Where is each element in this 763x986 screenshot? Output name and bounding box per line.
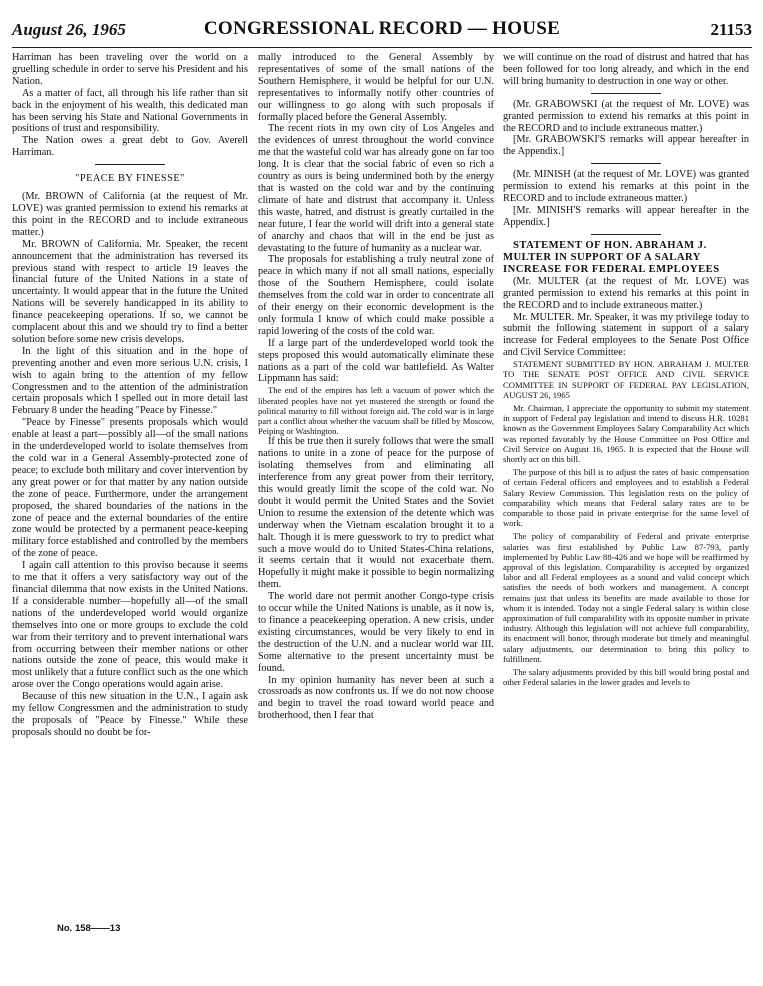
paragraph: I again call attention to this proviso because it seems to me that it offers a very satisfactory way out of the financial dilemma that now exists in the United Nations. If a considerable number—hopefully all—of the small nations of the underdeveloped world would organize themselves into one or more groups to exclude the cold war from their territory and to prevent international wars from occurring between their member nations or other nations outside the zone of peace, this would make it most unlikely that a future conflict such as the one which arose over the Congo operations would again arise.: [12, 560, 248, 691]
paragraph: Mr. MULTER. Mr. Speaker, it was my privilege today to submit the following statement in support of a salary increase for Federal employees to the Senate Post Office and Civil Service Committee:: [503, 311, 749, 359]
paragraph: The policy of comparability of Federal and private enterprise salaries was first established by Public Law 87-793, partly implemented by Public Law 88-426 and we hope will be reaffirmed by approval of this legislation. Comparability is accepted by organized labor and all Federal employees as a sound and valid concept which satisfies the needs of both workers and management. A concept remains just that unless its benefits are made available to those for whom it is intended. Today not a single Federal salary is within close approximation of full comparability with its opposite number in private industry. Although this legislation will not achieve full comparability, its enactment will honor, through moderate but timely and meaningful salary adjustments, our determination to bring this policy to fulfillment.: [503, 531, 749, 664]
paragraph: Because of this new situation in the U.N., I again ask my fellow Congressmen and the administration to study the proposals of "Peace by Finesse." While these proposals should no doubt be for-: [12, 691, 248, 738]
column-1: [12, 52, 248, 739]
section-divider: [591, 163, 661, 164]
paragraph: (Mr. GRABOWSKI (at the request of Mr. LOVE) was granted permission to extend his remarks at this point in the RECORD and to include extraneous matter.): [503, 98, 749, 134]
paragraph: mally introduced to the General Assembly by representatives of some of the small nations of the Southern Hemisphere, it would be helpful for our U.N. representatives to informally notify other countries of our willingness to go along with such proposals if formally placed before the General Assembly.: [258, 52, 494, 123]
paragraph: If this be true then it surely follows that were the small nations to unite in a zone of peace for the purpose of isolating themselves from and eliminating all interference from any great power from their territory, this would greatly limit the scope of the cold war. No doubt it would permit the United States and the Soviet Union to resume the extension of the detente which was underway when the Vietnam escalation brought it to a halt. Though it is mere guesswork to try to predict what such a move would do to United States-China relations, it seems certain that it would not exacerbate them. Hopefully it might make it possible to begin normalizing them.: [258, 436, 494, 591]
paragraph: [Mr. MINISH'S remarks will appear hereafter in the Appendix.]: [503, 204, 749, 228]
paragraph: If a large part of the underdeveloped world took the steps proposed this would automatically eliminate these nations as a part of the cold war battlefield. As Walter Lippmann has said:: [258, 337, 494, 385]
paragraph: The recent riots in my own city of Los Angeles and the evidences of unrest throughout the world convince me that the wasteful cold war has already gone on far too long. It is clear that the social fabric of even so rich a country as ours is being undermined both by the energy that is wasted on the cold war and by the continuing climate of hate and distrust that accompany it. Unless this waste, hatred, and distrust is greatly curtailed in the near future, I fear the world will drift into a general state of anarchy and chaos that will in the end be just as devastating to the future of humanity as a nuclear war.: [258, 123, 494, 254]
page-number: 21153: [710, 20, 752, 39]
paragraph: The Nation owes a great debt to Gov. Averell Harriman.: [12, 135, 248, 159]
paragraph: In my opinion humanity has never been at such a crossroads as now confronts us. If we do not now choose and begin to travel the road toward world peace and brotherhood, then I fear that: [258, 674, 494, 722]
paragraph: (Mr. BROWN of California (at the request of Mr. LOVE) was granted permission to extend his remarks at this point in the RECORD and to include extraneous matter.): [12, 191, 248, 238]
section-divider: [95, 164, 165, 165]
paragraph: In the light of this situation and in the hope of preventing another and even more serious U.N. crisis, I wish to again bring to the attention of my fellow Congressmen and to the attention of the administration certain proposals which I spelled out in more detail last February 8 under the heading "Peace by Finesse.": [12, 345, 248, 417]
paragraph: Harriman has been traveling over the world on a gruelling schedule in order to serve his President and his Nation.: [12, 52, 248, 87]
paragraph: (Mr. MINISH (at the request of Mr. LOVE) was granted permission to extend his remarks at this point in the RECORD and to include extraneous matter.): [503, 169, 749, 205]
header-rule: [12, 47, 752, 48]
issue-date: August 26, 1965: [12, 20, 126, 39]
issue-number: No. 158——13: [57, 923, 121, 934]
paragraph: The proposals for establishing a truly neutral zone of peace in which many if not all small nations, especially those of the Southern Hemisphere, could isolate themselves from the cold war in order to concentrate all of their energy on their economic development is the only formula I know of which could make possible a rapid lowering of the costs of the cold war.: [258, 254, 494, 337]
page-header: [12, 18, 752, 48]
column-2: [258, 52, 494, 722]
paragraph: The salary adjustments provided by this bill would bring postal and other Federal salaries in the lower grades and levels to: [503, 667, 749, 688]
paragraph: Mr. Chairman, I appreciate the opportunity to submit my statement in support of Federal pay legislation and intend to discuss H.R. 10281 known as the Government Employees Salary Comparability Act which was reported favorably by the House Committee on Post Office and Civil Service on August 16, 1965. It is expected that the House will shortly act on this bill.: [503, 402, 749, 464]
paragraph: Mr. BROWN of California. Mr. Speaker, the recent announcement that the administration has reversed its previous stand with respect to article 19 leaves the financial future of the United Nations in a state of uncertainty. It would appear that in the future the United Nations will be severely handicapped in its ability to finance peacekeeping operations. If so, we cannot be complacent about this and we should try to find a better solution before some new crisis develops.: [12, 238, 248, 345]
paragraph: [Mr. GRABOWSKI'S remarks will appear hereafter in the Appendix.]: [503, 134, 749, 158]
statement-title: STATEMENT SUBMITTED BY HON. ABRAHAM J. MULTER TO THE SENATE POST OFFICE AND CIVIL SERVICE COMMITTEE IN SUPPORT OF FEDERAL PAY LEGISLATION, AUGUST 26, 1965: [503, 359, 749, 400]
section-divider: [591, 234, 661, 235]
paragraph: The world dare not permit another Congo-type crisis to occur while the United Nations is unable, as it now is, to finance a peacekeeping operation. A new crisis, under existing circumstances, would be very likely to end in the destruction of the U.N. and a nuclear world war III. Some alternative to the present uncertainty must be found.: [258, 591, 494, 674]
paragraph: As a matter of fact, all through his life rather than sit back in the enjoyment of his wealth, this dedicated man has been serving his State and National Governments in positions of trust and responsibility.: [12, 87, 248, 135]
paragraph: we will continue on the road of distrust and hatred that has been followed for too long already, and which in the end will bring humanity to destruction in one way or other.: [503, 52, 749, 87]
section-heading: STATEMENT OF HON. ABRAHAM J. MULTER IN SUPPORT OF A SALARY INCREASE FOR FEDERAL EMPLOYEES: [503, 239, 720, 275]
section-divider: [591, 93, 661, 94]
block-quote: The end of the empires has left a vacuum of power which the liberated peoples have not yet mustered the strength or found the political maturity to fill without foreign aid. The cold war is in large part a conflict about whether the vacuum shall be filled by Moscow, Peiping or Washington.: [258, 385, 494, 437]
statement-text: [503, 359, 749, 687]
paragraph: The purpose of this bill is to adjust the rates of basic compensation of certain Federal officers and employees and to establish a Federal Salary Review Commission. This legislation rests on the policy of comparability which means that Federal salary rates are to be comparable to those paid in private enterprise for the same level of work.: [503, 467, 749, 529]
paragraph: (Mr. MULTER (at the request of Mr. LOVE) was granted permission to extend his remarks at this point in the RECORD and to include extraneous matter.): [503, 275, 749, 311]
publication-title: CONGRESSIONAL RECORD — HOUSE: [203, 18, 561, 39]
paragraph: "Peace by Finesse" presents proposals which would enable at least a part—possibly all—of the small nations in the underdeveloped world to isolate themselves from the cold war in a General Assembly-protected zone of peace; to exclude both military and cover intervention by any great power or for that matter by any nation outside the zone of peace. Furthermore, under the arrangement proposed, the shared boundaries of the nations in the zone of peace and the external boundaries of the entire zone would be protected by a permanent peace-keeping military force established and controlled by the members of the zone of peace.: [12, 417, 248, 560]
column-3: [503, 52, 749, 690]
section-heading: "PEACE BY FINESSE": [75, 173, 185, 185]
